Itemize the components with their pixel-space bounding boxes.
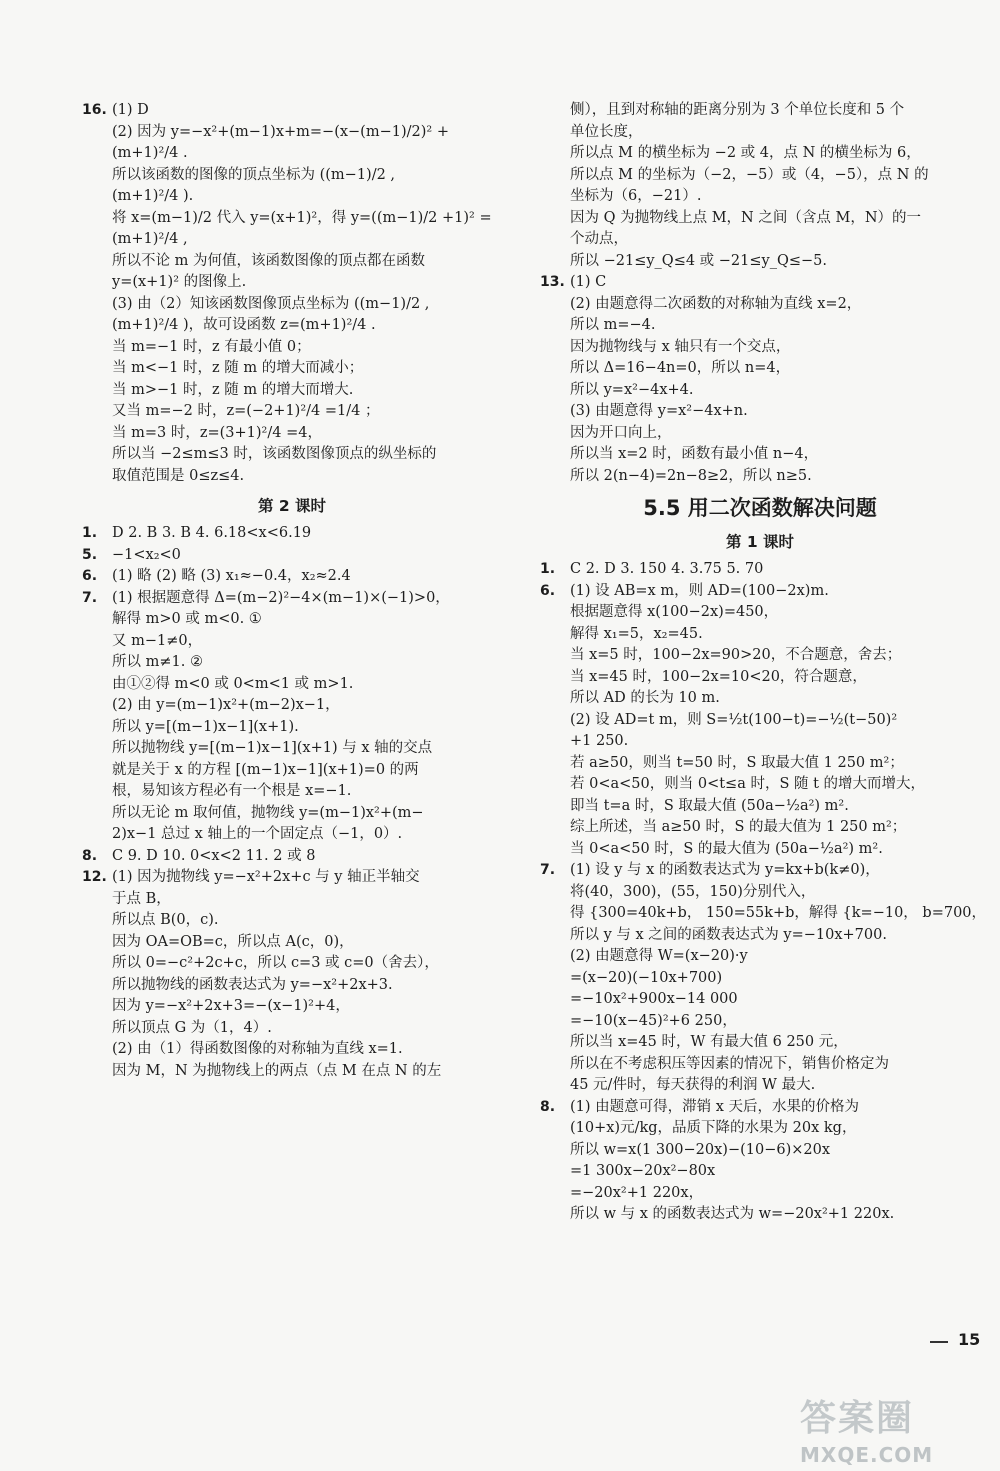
answer-line <box>112 738 502 760</box>
answer-line <box>570 946 980 968</box>
answer-line <box>570 229 980 251</box>
watermark-site: MXQE.COM <box>800 1443 934 1467</box>
answer-line <box>570 1054 980 1076</box>
answer-line <box>112 143 502 165</box>
answer-line <box>112 824 502 846</box>
question-number: 6. <box>82 568 98 584</box>
answer-line <box>112 358 502 380</box>
answer-line <box>112 996 502 1018</box>
answer-text: (1) 根据题意得 Δ=(m−2)²−4×(m−1)×(−1)>0， <box>112 589 450 606</box>
answer-text: 所以当 x=45 时，W 有最大值 6 250 元， <box>570 1034 848 1050</box>
answer-text: 所以 y 与 x 之间的函数表达式为 y=−10x+700. <box>570 926 887 943</box>
answer-text: 当 m<−1 时，z 随 m 的增大而减小； <box>112 360 364 376</box>
answer-text: (m+1)²/4 )，故可设函数 z=(m+1)²/4 . <box>112 317 376 333</box>
question-number: 1. <box>82 525 98 541</box>
answer-text: 所以 m≠1. ② <box>112 654 203 670</box>
answer-line <box>112 165 502 187</box>
answer-text: 就是关于 x 的方程 [(m−1)x−1](x+1)=0 的两 <box>112 761 419 778</box>
answer-text: 当 x=5 时，100−2x=90>20，不合题意，舍去； <box>570 647 902 663</box>
answer-text: C 9. D 10. 0<x<2 11. 2 或 8 <box>112 847 316 864</box>
page-number-dash <box>930 1341 948 1343</box>
answer-line <box>570 315 980 337</box>
answer-line <box>570 1204 980 1226</box>
answer-text: 又 m−1≠0， <box>112 632 203 649</box>
answer-line <box>570 645 980 667</box>
question-line <box>82 588 502 610</box>
answer-text: 又当 m=−2 时，z=(−2+1)²/4 =1/4 ； <box>112 403 380 419</box>
answer-line <box>112 760 502 782</box>
answer-text: 因为 OA=OB=c，所以点 A(c，0)， <box>112 933 354 950</box>
answer-line <box>570 968 980 990</box>
answer-text: 所以抛物线 y=[(m−1)x−1](x+1) 与 x 轴的交点 <box>112 740 433 756</box>
answer-text: (1) 设 AB=x m，则 AD=(100−2x)m. <box>570 582 829 599</box>
answer-line <box>570 882 980 904</box>
answer-line <box>112 466 502 488</box>
answer-line <box>570 186 980 208</box>
answer-text: 所以抛物线的函数表达式为 y=−x²+2x+3. <box>112 976 393 993</box>
answer-text: =−20x²+1 220x， <box>570 1184 704 1201</box>
answer-text: (m+1)²/4 ). <box>112 188 194 204</box>
answer-line <box>570 165 980 187</box>
answer-text: 根据题意得 x(100−2x)=450， <box>570 604 779 620</box>
answer-line <box>112 1061 502 1083</box>
answer-text: 所以点 B(0，c). <box>112 912 219 928</box>
section-title: 5.5 用二次函数解决问题 <box>643 496 877 520</box>
answer-line <box>570 817 980 839</box>
answer-line <box>570 602 980 624</box>
answer-text: (1) 略 (2) 略 (3) x₁≈−0.4，x₂≈2.4 <box>112 568 351 584</box>
answer-text: 所以 y=[(m−1)x−1](x+1). <box>112 718 299 735</box>
question-line <box>82 566 502 588</box>
question-number: 12. <box>82 869 107 885</box>
answer-text: 所以 w=x(1 300−20x)−(10−6)×20x <box>570 1141 831 1158</box>
answer-text: D 2. B 3. B 4. 6.18<x<6.19 <box>112 525 312 541</box>
answer-text: 根，易知该方程必有一个根是 x=−1. <box>112 783 352 799</box>
answer-text: =−10(x−45)²+6 250， <box>570 1012 737 1029</box>
answer-text: 所以 0=−c²+2c+c，所以 c=3 或 c=0（舍去）， <box>112 955 439 971</box>
answer-line <box>570 1011 980 1033</box>
answer-line <box>570 208 980 230</box>
answer-text: (2) 因为 y=−x²+(m−1)x+m=−(x−(m−1)/2)² + <box>112 123 449 140</box>
answer-text: 单位长度， <box>570 123 643 140</box>
answer-line <box>570 1140 980 1162</box>
answer-text: 当 0<a<50 时，S 的最大值为 (50a−½a²) m². <box>570 840 883 857</box>
answer-text: (2) 由题意得二次函数的对称轴为直线 x=2， <box>570 295 862 312</box>
answer-line <box>570 925 980 947</box>
question-line <box>540 860 980 882</box>
answer-text: 所以该函数的图像的顶点坐标为 ((m−1)/2 , <box>112 166 396 183</box>
answer-line <box>112 337 502 359</box>
watermark-logo: 答案圈 <box>800 1398 915 1439</box>
answer-line <box>570 1161 980 1183</box>
answer-text: 解得 m>0 或 m<0. ① <box>112 611 262 627</box>
answer-text: 即当 t=a 时，S 取最大值 (50a−½a²) m². <box>570 797 849 814</box>
left-answer-block-16 <box>82 100 502 487</box>
answer-line <box>112 294 502 316</box>
answer-text: =(x−20)(−10x+700) <box>570 969 723 986</box>
answer-text: 取值范围是 0≤z≤4. <box>112 467 245 484</box>
answer-text: 将(40，300)，(55，150)分别代入， <box>570 883 816 900</box>
question-line <box>540 559 980 581</box>
question-number: 8. <box>540 1098 556 1115</box>
question-number: 8. <box>82 847 98 864</box>
answer-text: −1<x₂<0 <box>112 546 181 563</box>
right-answer-block-12-13 <box>540 100 980 487</box>
answer-text: y=(x+1)² 的图像上. <box>112 274 247 290</box>
answer-line <box>112 975 502 997</box>
answer-text: 45 元/件时，每天获得的利润 W 最大. <box>570 1077 816 1093</box>
answer-line <box>570 731 980 753</box>
answer-text: =1 300x−20x²−80x <box>570 1163 716 1179</box>
answer-line <box>112 631 502 653</box>
answer-text: (10+x)元/kg，品质下降的水果为 20x kg， <box>570 1120 857 1136</box>
answer-line <box>570 100 980 122</box>
answer-text: (m+1)²/4 , <box>112 231 188 247</box>
answer-text: (3) 由题意得 y=x²−4x+n. <box>570 403 748 419</box>
answer-text: 所以不论 m 为何值，该函数图像的顶点都在函数 <box>112 252 425 269</box>
answer-text: 个动点， <box>570 231 628 247</box>
answer-line <box>112 1018 502 1040</box>
answer-line <box>112 272 502 294</box>
answer-line <box>112 229 502 251</box>
page-number: 15 <box>958 1330 981 1349</box>
answer-line <box>570 337 980 359</box>
answer-text: =−10x²+900x−14 000 <box>570 991 738 1007</box>
answer-text: 将 x=(m−1)/2 代入 y=(x+1)²，得 y=((m−1)/2 +1)² = <box>112 209 492 226</box>
answer-line <box>570 989 980 1011</box>
answer-text: C 2. D 3. 150 4. 3.75 5. 70 <box>570 561 764 577</box>
answer-line <box>570 423 980 445</box>
answer-line <box>570 401 980 423</box>
question-number: 7. <box>82 589 98 606</box>
answer-line <box>112 208 502 230</box>
answer-text: 2)x−1 总过 x 轴上的一个固定点（−1，0）. <box>112 826 403 842</box>
answer-text: (1) 由题意可得，滞销 x 天后，水果的价格为 <box>570 1098 860 1115</box>
answer-line <box>570 143 980 165</box>
answer-line <box>112 910 502 932</box>
answer-text: (2) 设 AD=t m，则 S=½t(100−t)=−½(t−50)² <box>570 711 898 728</box>
answer-line <box>570 444 980 466</box>
watermark <box>800 1390 990 1470</box>
answer-line <box>570 710 980 732</box>
answer-text: 所以在不考虑积压等因素的情况下，销售价格定为 <box>570 1055 889 1072</box>
question-line <box>82 523 502 545</box>
answer-text: 所以 2(n−4)=2n−8≥2，所以 n≥5. <box>570 467 812 484</box>
answer-line <box>570 774 980 796</box>
answer-line <box>570 753 980 775</box>
right-column <box>540 100 987 1226</box>
answer-line <box>112 695 502 717</box>
answer-line <box>570 294 980 316</box>
answer-text: 所以 Δ=16−4n=0，所以 n=4， <box>570 360 791 376</box>
answer-line <box>570 1032 980 1054</box>
answer-line <box>570 903 987 925</box>
answer-text: (1) 设 y 与 x 的函数表达式为 y=kx+b(k≠0)， <box>570 862 880 878</box>
answer-text: (1) 因为抛物线 y=−x²+2x+c 与 y 轴正半轴交 <box>112 869 420 885</box>
answer-text: (2) 由（1）得函数图像的对称轴为直线 x=1. <box>112 1041 403 1057</box>
answer-line <box>112 423 502 445</box>
answer-text: (2) 由 y=(m−1)x²+(m−2)x−1， <box>112 697 340 713</box>
answer-text: (1) C <box>570 274 607 290</box>
answer-line <box>112 251 502 273</box>
answer-line <box>112 953 502 975</box>
answer-text: 若 a≥50，则当 t=50 时，S 取最大值 1 250 m²； <box>570 754 904 771</box>
answer-line <box>570 688 980 710</box>
answer-line <box>112 315 502 337</box>
answer-text: 所以点 M 的横坐标为 −2 或 4，点 N 的横坐标为 6， <box>570 145 921 161</box>
answer-text: (m+1)²/4 . <box>112 145 188 161</box>
answer-line <box>112 652 502 674</box>
answer-line <box>570 1183 980 1205</box>
answer-text: 所以 w 与 x 的函数表达式为 w=−20x²+1 220x. <box>570 1206 895 1222</box>
answer-text: 侧），且到对称轴的距离分别为 3 个单位长度和 5 个 <box>570 102 905 118</box>
answer-line <box>112 717 502 739</box>
answer-line <box>570 624 980 646</box>
answer-line <box>570 358 980 380</box>
answer-text: (3) 由（2）知该函数图像顶点坐标为 ((m−1)/2 , <box>112 295 430 312</box>
answer-line <box>112 444 502 466</box>
lesson-heading-2: 第 2 课时 <box>257 497 327 515</box>
answer-text: 所以点 M 的坐标为（−2，−5）或（4，−5），点 N 的 <box>570 166 929 183</box>
question-line <box>82 846 502 868</box>
answer-text: +1 250. <box>570 733 629 749</box>
answer-line <box>112 380 502 402</box>
answer-text: 因为 y=−x²+2x+3=−(x−1)²+4， <box>112 998 350 1014</box>
answer-line <box>570 667 980 689</box>
question-number: 1. <box>540 561 556 577</box>
answer-line <box>112 1039 502 1061</box>
answer-line <box>570 839 980 861</box>
question-line <box>82 100 502 122</box>
answer-line <box>570 796 980 818</box>
answer-line <box>112 674 502 696</box>
answer-text: 所以无论 m 取何值，抛物线 y=(m−1)x²+(m− <box>112 804 424 821</box>
question-line <box>540 272 980 294</box>
answer-text: 当 x=45 时，100−2x=10<20，符合题意， <box>570 668 867 685</box>
answer-text: 所以 m=−4. <box>570 317 656 333</box>
left-answer-block-lesson2 <box>82 523 502 1082</box>
question-number: 13. <box>540 274 565 290</box>
question-number: 16. <box>82 102 107 118</box>
question-line <box>540 581 980 603</box>
lesson-heading-1: 第 1 课时 <box>725 533 795 551</box>
right-answer-block-lesson1 <box>540 559 987 1226</box>
question-number: 5. <box>82 546 98 563</box>
answer-text: 所以 AD 的长为 10 m. <box>570 690 720 706</box>
answer-text: 所以当 x=2 时，函数有最小值 n−4， <box>570 446 819 462</box>
answer-line <box>112 609 502 631</box>
answer-line <box>112 889 502 911</box>
left-column <box>82 100 502 1082</box>
answer-line <box>570 1075 980 1097</box>
answer-line <box>112 803 502 825</box>
answer-text: (2) 由题意得 W=(x−20)·y <box>570 948 748 964</box>
answer-text: 所以 y=x²−4x+4. <box>570 381 694 398</box>
answer-text: 坐标为（6，−21）. <box>570 188 702 204</box>
answer-text: 因为开口向上， <box>570 424 672 441</box>
answer-text: 当 m>−1 时，z 随 m 的增大而增大. <box>112 381 354 398</box>
answer-line <box>112 932 502 954</box>
answer-text: 由①②得 m<0 或 0<m<1 或 m>1. <box>112 675 354 692</box>
question-line <box>82 545 502 567</box>
answer-text: (1) D <box>112 102 149 118</box>
answer-line <box>570 1118 980 1140</box>
answer-text: 当 m=3 时，z=(3+1)²/4 =4， <box>112 424 322 441</box>
answer-line <box>112 186 502 208</box>
answer-line <box>112 401 502 423</box>
answer-text: 综上所述，当 a≥50 时，S 的最大值为 1 250 m²； <box>570 819 907 835</box>
answer-line <box>112 781 502 803</box>
answer-text: 于点 B， <box>112 890 171 907</box>
answer-line <box>570 380 980 402</box>
answer-text: 所以 −21≤y_Q≤4 或 −21≤y_Q≤−5. <box>570 252 827 269</box>
question-line <box>82 867 502 889</box>
answer-text: 所以当 −2≤m≤3 时，该函数图像顶点的纵坐标的 <box>112 446 437 462</box>
question-number: 7. <box>540 862 556 878</box>
answer-text: 因为 Q 为抛物线上点 M，N 之间（含点 M，N）的一 <box>570 209 922 226</box>
answer-line <box>570 251 980 273</box>
answer-line <box>570 122 980 144</box>
answer-text: 若 0<a<50，则当 0<t≤a 时，S 随 t 的增大而增大， <box>570 776 926 792</box>
answer-text: 当 m=−1 时，z 有最小值 0； <box>112 338 311 355</box>
answer-line <box>570 466 980 488</box>
question-line <box>540 1097 980 1119</box>
answer-line <box>112 122 502 144</box>
answer-text: 得 {300=40k+b， 150=55k+b，解得 {k=−10， b=700， <box>570 905 987 921</box>
answer-text: 因为抛物线与 x 轴只有一个交点， <box>570 338 791 355</box>
answer-text: 因为 M，N 为抛物线上的两点（点 M 在点 N 的左 <box>112 1062 442 1079</box>
answer-text: 所以顶点 G 为（1，4）. <box>112 1019 272 1036</box>
question-number: 6. <box>540 582 556 599</box>
answer-text: 解得 x₁=5，x₂=45. <box>570 625 703 642</box>
